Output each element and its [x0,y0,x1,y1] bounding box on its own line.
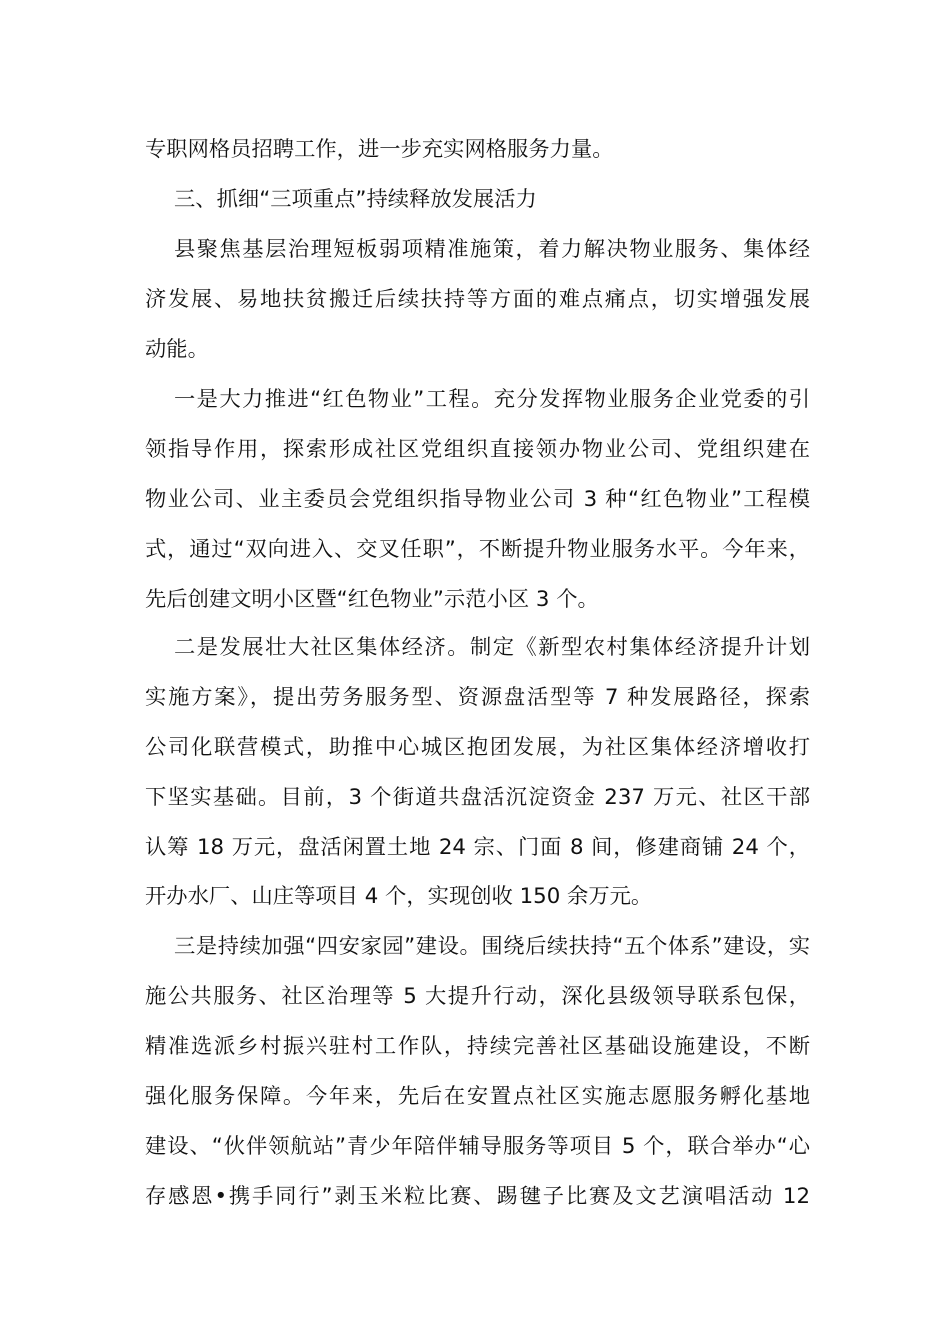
paragraph-line: 存感恩•携手同行”剥玉米粒比赛、踢毽子比赛及文艺演唱活动 12 [145,1184,810,1209]
paragraph-line: 县聚焦基层治理短板弱项精准施策，着力解决物业服务、集体经 [174,237,810,262]
paragraph-line: 下坚实基础。目前，3 个街道共盘活沉淀资金 237 万元、社区干部 [145,785,810,810]
paragraph-line: 领指导作用，探索形成社区党组织直接领办物业公司、党组织建在 [145,437,810,462]
paragraph-line: 公司化联营模式，助推中心城区抱团发展，为社区集体经济增收打 [145,735,810,760]
paragraph-line: 三是持续加强“四安家园”建设。围绕后续扶持“五个体系”建设，实 [174,934,810,959]
paragraph-line: 开办水厂、山庄等项目 4 个，实现创收 150 余万元。 [145,884,653,909]
section-heading: 三、抓细“三项重点”持续释放发展活力 [174,187,537,212]
paragraph-line: 专职网格员招聘工作，进一步充实网格服务力量。 [145,137,614,162]
paragraph-line: 动能。 [145,337,209,362]
paragraph-line: 强化服务保障。今年来，先后在安置点社区实施志愿服务孵化基地 [145,1084,810,1109]
paragraph-line: 实施方案》，提出劳务服务型、资源盘活型等 7 种发展路径，探索 [145,685,810,710]
paragraph-line: 先后创建文明小区暨“红色物业”示范小区 3 个。 [145,587,599,612]
paragraph-line: 济发展、易地扶贫搬迁后续扶持等方面的难点痛点，切实增强发展 [145,287,810,312]
paragraph-line: 物业公司、业主委员会党组织指导物业公司 3 种“红色物业”工程模 [145,487,810,512]
paragraph-line: 认筹 18 万元，盘活闲置土地 24 宗、门面 8 间，修建商铺 24 个， [145,835,810,860]
paragraph-line: 二是发展壮大社区集体经济。制定《新型农村集体经济提升计划 [174,635,810,660]
paragraph-line: 一是大力推进“红色物业”工程。充分发挥物业服务企业党委的引 [174,387,810,412]
paragraph-line: 式，通过“双向进入、交叉任职”，不断提升物业服务水平。今年来， [145,537,810,562]
paragraph-line: 施公共服务、社区治理等 5 大提升行动，深化县级领导联系包保， [145,984,810,1009]
paragraph-line: 建设、“伙伴领航站”青少年陪伴辅导服务等项目 5 个，联合举办“心 [145,1134,810,1159]
paragraph-line: 精准选派乡村振兴驻村工作队，持续完善社区基础设施建设，不断 [145,1034,810,1059]
